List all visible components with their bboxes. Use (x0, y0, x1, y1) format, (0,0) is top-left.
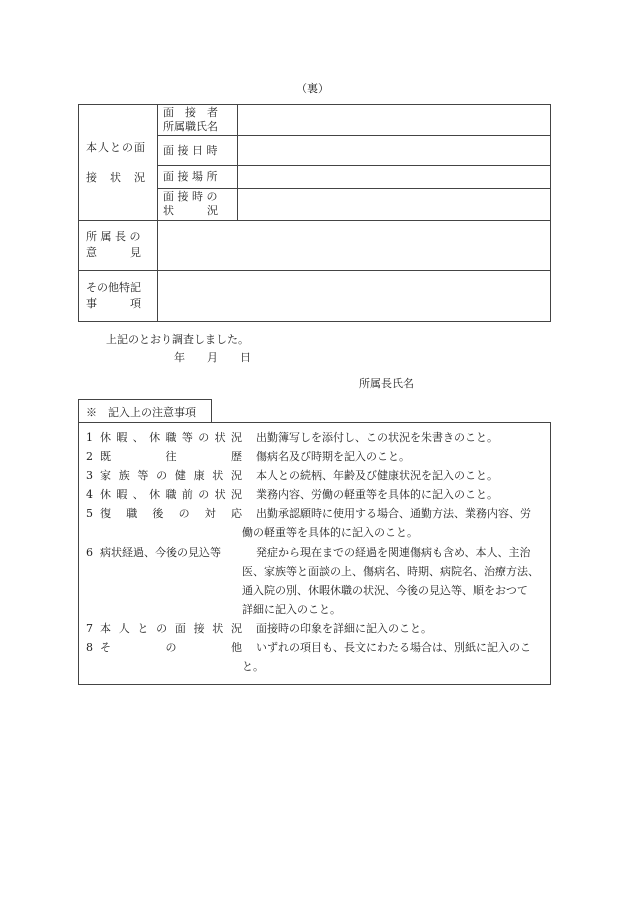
note-number: 2 (86, 450, 93, 463)
note-text: 発症から現在までの経過を関連傷病も含め、本人、主治 (256, 546, 531, 559)
note-label: その他 (100, 641, 242, 654)
signature-label: 所属長氏名 (359, 377, 414, 390)
note-label: 休暇、休職前の状況 (100, 488, 242, 501)
interview-status-label-line1: 本人との面 (86, 141, 146, 154)
table-col-divider-1 (157, 104, 158, 322)
table-col-divider-2 (237, 104, 238, 220)
note-text: 出勤承認願時に使用する場合、通勤方法、業務内容、労 (256, 507, 531, 520)
note-label: 家族等の健康状況 (100, 469, 242, 482)
note-number: 3 (86, 469, 93, 482)
table-border-right (550, 104, 551, 322)
note-label: 病状経過、今後の見込等 (100, 546, 221, 559)
notes-heading-border-right (211, 399, 212, 423)
note-number: 8 (86, 641, 93, 654)
note-text: 面接時の印象を詳細に記入のこと。 (256, 622, 432, 635)
note-label: 休暇、休職等の状況 (100, 431, 242, 444)
note-text: 働の軽重等を具体的に記入のこと。 (242, 526, 418, 539)
note-number: 7 (86, 622, 93, 635)
note-label: 復職後の対応 (100, 507, 242, 520)
note-text: いずれの項目も、長文にわたる場合は、別紙に記入のこ (256, 641, 531, 654)
table-border-top (78, 104, 551, 105)
table-border-left (78, 104, 79, 322)
note-label: 本人との面接状況 (100, 622, 242, 635)
table-border-bottom (78, 321, 551, 322)
date-line: 年 月 日 (174, 351, 251, 364)
interviewer-label-line2: 所属職氏名 (163, 120, 218, 133)
note-text: 出勤簿写しを添付し、この状況を朱書きのこと。 (256, 431, 498, 444)
note-number: 6 (86, 546, 93, 559)
notes-heading: ※ 記入上の注意事項 (86, 406, 196, 419)
notes-box-border-right (550, 422, 551, 685)
note-text: 通入院の別、休暇休職の状況、今後の見込等、順をおつて (242, 584, 528, 597)
notes-heading-border-top (78, 399, 212, 400)
note-text: 医、家族等と面談の上、傷病名、時期、病院名、治療方法、 (242, 565, 539, 578)
table-subrow-divider-2 (157, 165, 551, 166)
table-row-divider-1 (78, 220, 551, 221)
other-notes-label-line1: その他特記 (86, 281, 141, 294)
interview-status-label-line2: 接 状 況 (86, 171, 146, 184)
note-text: 本人との続柄、年齢及び健康状況を記入のこと。 (256, 469, 498, 482)
notes-box-border-left (78, 399, 79, 685)
note-text: 詳細に記入のこと。 (242, 603, 341, 616)
page-label: （裏） (296, 82, 329, 95)
note-number: 5 (86, 507, 93, 520)
interview-condition-label-line1: 面 接 時 の (163, 190, 218, 203)
note-number: 4 (86, 488, 93, 501)
director-opinion-label-line2: 意 見 (86, 246, 141, 259)
other-notes-label-line2: 事 項 (86, 297, 141, 310)
note-number: 1 (86, 431, 93, 444)
interview-condition-label-line2: 状 況 (163, 204, 218, 217)
table-row-divider-2 (78, 270, 551, 271)
notes-box-border-top (78, 422, 551, 423)
interview-place-label: 面 接 場 所 (163, 170, 218, 183)
note-text: 業務内容、労働の軽重等を具体的に記入のこと。 (256, 488, 498, 501)
statement-text: 上記のとおり調査しました。 (106, 333, 249, 346)
note-label: 既往歴 (100, 450, 242, 463)
note-text: と。 (242, 660, 264, 673)
director-opinion-label-line1: 所 属 長 の (86, 230, 141, 243)
notes-box-border-bottom (78, 684, 551, 685)
note-text: 傷病名及び時期を記入のこと。 (256, 450, 410, 463)
interview-datetime-label: 面 接 日 時 (163, 144, 218, 157)
interviewer-label-line1: 面 接 者 (163, 106, 218, 119)
table-subrow-divider-1 (157, 135, 551, 136)
